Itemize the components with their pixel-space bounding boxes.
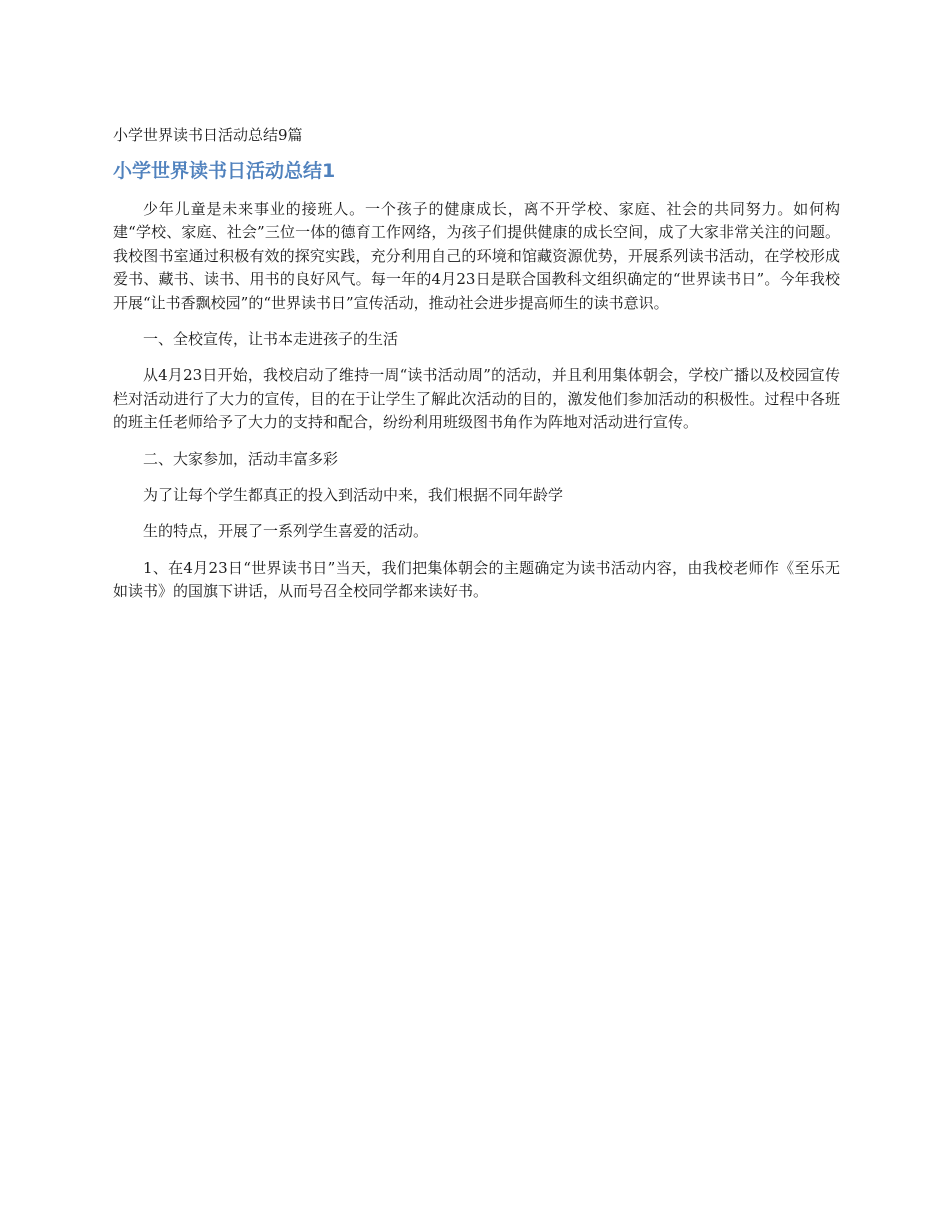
subheading-school-promotion: 一、全校宣传，让书本走进孩子的生活 (143, 330, 399, 349)
document-page (113, 124, 840, 617)
section-heading: 小学世界读书日活动总结1 (113, 160, 336, 182)
document-title: 小学世界读书日活动总结9篇 (113, 126, 303, 144)
paragraph-item-1: 1、在4月23日“世界读书日”当天，我们把集体朝会的主题确定为读书活动内容，由我校老师作《至乐无如读书》的国旗下讲话，从而号召全校同学都来读好书。 (113, 558, 840, 601)
subheading-participation: 二、大家参加，活动丰富多彩 (143, 449, 339, 468)
paragraph-promotion: 从4月23日开始，我校启动了维持一周“读书活动周”的活动，并且利用集体朝会，学校广播以及校园宣传栏对活动进行了大力的宣传，目的在于让学生了解此次活动的目的，激发他们参加活动的积极性。过程中各班的班主任老师给予了大力的支持和配合，纷纷利用班级图书角作为阵地对活动进行宣传。 (113, 366, 840, 432)
paragraph-participation-b: 生的特点，开展了一系列学生喜爱的活动。 (143, 522, 429, 541)
paragraph-intro: 少年儿童是未来事业的接班人。一个孩子的健康成长，离不开学校、家庭、社会的共同努力。如何构建“学校、家庭、社会”三位一体的德育工作网络，为孩子们提供健康的成长空间，成了大家非常关注的问题。我校图书室通过积极有效的探究实践，充分利用自己的环境和馆藏资源优势，开展系列读书活动，在学校形成爱书、藏书、读书、用书的良好风气。每一年的4月23日是联合国教科文组织确定的“世界读书日”。今年我校开展“让书香飘校园”的“世界读书日”宣传活动，推动社会进步提高师生的读书意识。 (113, 200, 840, 312)
paragraph-participation-a: 为了让每个学生都真正的投入到活动中来，我们根据不同年龄学 (143, 486, 564, 505)
